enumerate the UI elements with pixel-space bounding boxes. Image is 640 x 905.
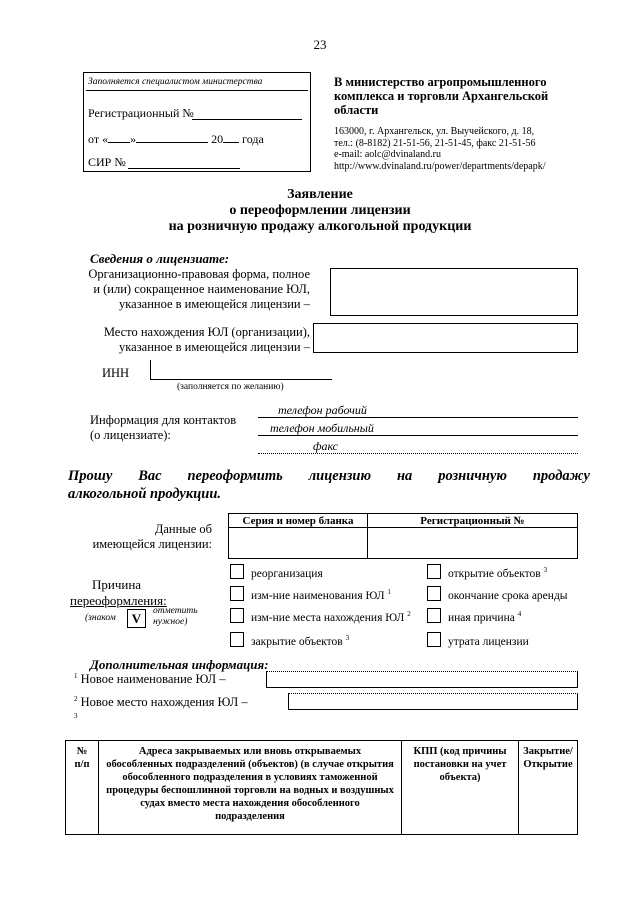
phone-work-field[interactable] (258, 417, 578, 418)
registration-label: Регистрационный № (88, 106, 194, 120)
addressee-line-2: комплекса и торговли Архангельской (334, 89, 549, 103)
location-label (60, 325, 310, 355)
org-label-line-1: Организационно-правовая форма, полное (88, 267, 310, 281)
col-status-header: Закрытие/ Открытие (519, 741, 578, 835)
series-number-header: Серия и номер бланка (229, 514, 368, 528)
col-number-line-1: № (76, 746, 88, 757)
addressee-email[interactable]: e-mail: aolc@dvinaland.ru (334, 149, 441, 160)
addressee-title (334, 75, 548, 117)
request-word: продажу (532, 468, 590, 484)
phone-mobile-label: телефон мобильный (270, 421, 374, 435)
date-year-prefix: 20 (211, 132, 224, 146)
reason-hint-line-2: нужное) (153, 617, 188, 627)
license-data-label-line-1: Данные об (154, 522, 212, 536)
sir-field[interactable] (128, 168, 240, 169)
new-location-input[interactable] (288, 693, 578, 710)
lease-end-checkbox[interactable] (427, 586, 441, 601)
date-prefix: от « (88, 132, 109, 146)
org-name-input[interactable] (330, 268, 578, 316)
request-word: переоформить (187, 468, 283, 484)
other-reason-checkbox[interactable] (427, 608, 441, 623)
org-label-line-3: указанное в имеющейся лицензии – (119, 297, 310, 311)
request-word: лицензию (308, 468, 372, 484)
reason-hint-line-1: отметить (153, 606, 198, 616)
ministry-box-header: Заполняется специалистом министерства (88, 77, 263, 87)
reason-label-1: Причина (92, 577, 142, 592)
location-input[interactable] (313, 323, 578, 353)
request-line-2: алкогольной продукции. (68, 486, 222, 502)
addressee-line-1: В министерство агропромышленного (334, 75, 547, 89)
location-change-checkbox[interactable] (230, 608, 244, 623)
license-loss-checkbox[interactable] (427, 632, 441, 647)
reason-option-label: открытие объектов $^3$ (448, 566, 548, 580)
col-address-header: Адреса закрываемых или вновь открываемых обособленных подразделений (объектов) (в случае открытия обособленного подразделения в условиях таможенной процедуры беспошлинной торговли на водных и воздушных судах вместо места нахождения обособленного подразделения (99, 741, 402, 835)
new-location-label: $^2$ Новое место нахождения ЮЛ – (74, 695, 248, 710)
objects-opening-checkbox[interactable] (427, 564, 441, 579)
org-name-label (60, 267, 310, 312)
location-label-line-2: указанное в имеющейся лицензии – (119, 340, 310, 354)
ministry-box-divider (86, 90, 308, 91)
request-word: Прошу (68, 468, 113, 484)
request-word: на (396, 468, 413, 484)
objects-closing-checkbox[interactable] (230, 632, 244, 647)
date-mid: » (130, 132, 137, 146)
inn-input[interactable] (150, 360, 332, 380)
reason-option-label: закрытие объектов $^3$ (251, 634, 350, 648)
request-line-1 (68, 468, 590, 485)
org-label-line-2: и (или) сокращенное наименование ЮЛ, (93, 282, 310, 296)
phone-work-label: телефон рабочий (278, 403, 367, 417)
col-kpp-header: КПП (код причины постановки на учет объекта) (402, 741, 519, 835)
phone-mobile-field[interactable] (258, 435, 578, 436)
title-line-1: Заявление (287, 187, 353, 202)
sir-label: СИР № (88, 155, 126, 169)
licensee-heading: Сведения о лицензиате: (90, 251, 230, 266)
license-data-label (60, 522, 212, 552)
title-line-3: на розничную продажу алкогольной продукции (168, 219, 472, 234)
checkmark-sample-icon: V (127, 609, 146, 628)
document-title (0, 187, 640, 235)
date-month-field[interactable] (136, 132, 208, 143)
date-line (88, 132, 264, 147)
registration-number-header: Регистрационный № (368, 514, 578, 528)
new-name-label: $^1$ Новое наименование ЮЛ – (74, 672, 226, 687)
reason-option-label: реорганизация (251, 567, 323, 580)
reason-option-label: окончание срока аренды (448, 589, 568, 602)
addressee-address: 163000, г. Архангельск, ул. Выучейского, д. 18, (334, 126, 535, 137)
addressee-url[interactable]: http://www.dvinaland.ru/power/departments/depapk/ (334, 160, 546, 172)
name-change-checkbox[interactable] (230, 586, 244, 601)
contacts-label-line-2: (о лицензиате): (90, 428, 171, 442)
reason-option-label: изм-ние наименования ЮЛ $^1$ (251, 588, 391, 602)
page-number: 23 (313, 37, 327, 52)
fax-label: факс (313, 439, 339, 453)
objects-table (65, 740, 578, 835)
registration-field[interactable] (192, 119, 302, 120)
col-number-header (66, 741, 99, 835)
reason-label-2: переоформления: (70, 593, 167, 608)
reorganization-checkbox[interactable] (230, 564, 244, 579)
location-label-line-1: Место нахождения ЮЛ (организации), (103, 325, 310, 339)
date-year-field[interactable] (223, 132, 239, 143)
registration-number-input[interactable] (368, 528, 578, 559)
footnote-3: 3 (74, 712, 78, 720)
reason-option-label: изм-ние места нахождения ЮЛ $^2$ (251, 610, 411, 624)
addressee-phone: тел.: (8-8182) 21-51-56, 21-51-45, факс 21-51-56 (334, 137, 536, 149)
date-suffix: года (242, 132, 264, 146)
license-data-table (228, 513, 578, 559)
additional-heading: Дополнительная информация: (90, 657, 269, 672)
contacts-label (90, 413, 236, 443)
title-line-2: о переоформлении лицензии (229, 203, 411, 218)
reason-option-label: иная причина $^4$ (448, 610, 522, 624)
reason-hint-sign: (знаком (85, 613, 116, 623)
new-name-input[interactable] (266, 671, 578, 688)
addressee-line-3: области (334, 103, 379, 117)
inn-label: ИНН (102, 366, 130, 380)
col-number-line-2: п/п (74, 759, 90, 770)
ministry-box (83, 72, 311, 172)
fax-field[interactable] (258, 453, 578, 454)
request-word: розничную (438, 468, 507, 484)
license-data-label-line-2: имеющейся лицензии: (92, 537, 212, 551)
request-word: Вас (138, 468, 162, 484)
reason-option-label: утрата лицензии (448, 635, 529, 648)
reason-hint-text (153, 606, 198, 628)
inn-note: (заполняется по желанию) (177, 382, 284, 392)
contacts-label-line-1: Информация для контактов (90, 413, 237, 427)
date-day-field[interactable] (108, 132, 130, 143)
series-number-input[interactable] (229, 528, 368, 559)
addressee-contacts (334, 126, 546, 172)
